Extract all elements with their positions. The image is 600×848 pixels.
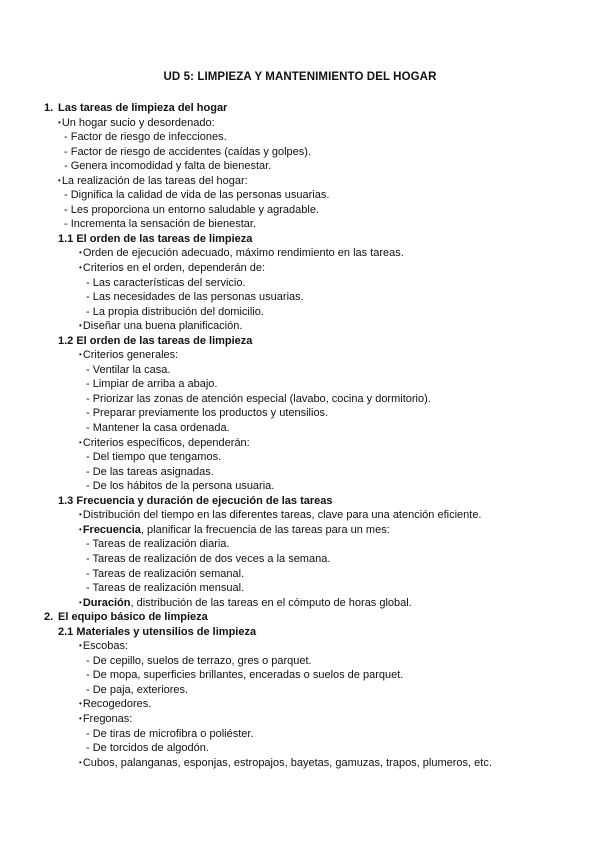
subsection-heading: 1.3 Frecuencia y duración de ejecución de las tareas [58, 494, 333, 507]
bullet-emphasis: Frecuencia [82, 523, 141, 536]
section-heading [0, 610, 600, 625]
document-title: UD 5: LIMPIEZA Y MANTENIMIENTO DEL HOGAR [163, 71, 437, 83]
section-number: 1. [44, 102, 54, 114]
dash-item: - De mopa, superficies brillantes, enceradas o suelos de parquet. [86, 669, 404, 682]
dash-item: - La propia distribución del domicilio. [86, 305, 264, 318]
bullet-icon: • [79, 699, 82, 709]
subsection-heading: 2.1 Materiales y utensilios de limpieza [58, 625, 257, 638]
subsection-heading: 1.1 El orden de las tareas de limpieza [58, 232, 253, 245]
bullet-text: Cubos, palanganas, esponjas, estropajos, bayetas, gamuzas, trapos, plumeros, etc. [82, 756, 492, 769]
bullet-item [0, 174, 600, 189]
section-title: Las tareas de limpieza del hogar [58, 102, 228, 114]
bullet-icon: • [58, 175, 61, 185]
dash-item: - Preparar previamente los productos y utensilios. [86, 407, 329, 420]
dash-item: - Priorizar las zonas de atención especial (lavabo, cocina y dormitorio). [86, 392, 431, 405]
bullet-icon: • [79, 757, 82, 767]
dash-item: - Factor de riesgo de accidentes (caídas y golpes). [64, 145, 312, 158]
bullet-icon: • [58, 117, 61, 127]
bullet-icon: • [79, 597, 82, 607]
dash-item: - De paja, exteriores. [86, 683, 189, 696]
bullet-item [0, 508, 600, 523]
dash-item: - Dignifica la calidad de vida de las personas usuarias. [64, 189, 330, 202]
bullet-text: La realización de las tareas del hogar: [61, 174, 248, 187]
bullet-text: , distribución de las tareas en el cómputo de horas global. [130, 596, 412, 609]
bullet-item [0, 596, 600, 611]
bullet-text: Criterios en el orden, dependerán de: [82, 262, 266, 275]
dash-item: - Ventilar la casa. [86, 363, 171, 376]
dash-item: - Genera incomodidad y falta de bienestar. [64, 160, 272, 173]
bullet-item [0, 116, 600, 131]
dash-item: - De tiras de microfibra o poliéster. [86, 727, 254, 740]
dash-item: - Las características del servicio. [86, 276, 246, 289]
dash-item: - De cepillo, suelos de terrazo, gres o parquet. [86, 654, 312, 667]
section-title: El equipo básico de limpieza [58, 611, 208, 624]
section-number: 2. [44, 611, 54, 624]
dash-item: - Les proporciona un entorno saludable y agradable. [64, 203, 320, 216]
bullet-text: Criterios generales: [82, 349, 179, 362]
bullet-item [0, 697, 600, 712]
bullet-icon: • [79, 263, 82, 273]
bullet-icon: • [79, 437, 82, 447]
bullet-text: Un hogar sucio y desordenado: [61, 116, 215, 129]
dash-item: - De los hábitos de la persona usuaria. [86, 480, 275, 493]
bullet-text: Orden de ejecución adecuado, máximo rendimiento en las tareas. [82, 247, 404, 260]
bullet-icon: • [79, 641, 82, 651]
subsection-heading: 1.2 El orden de las tareas de limpieza [58, 334, 253, 347]
bullet-item [0, 639, 600, 654]
bullet-icon: • [79, 713, 82, 723]
bullet-text: Diseñar una buena planificación. [82, 320, 243, 333]
bullet-item [0, 436, 600, 451]
bullet-text: Distribución del tiempo en las diferentes tareas, clave para una atención eficiente. [82, 509, 482, 522]
dash-item: - Incrementa la sensación de bienestar. [64, 218, 257, 231]
bullet-text: Escobas: [82, 640, 129, 653]
bullet-icon: • [79, 321, 82, 331]
bullet-text: Recogedores. [82, 698, 152, 711]
dash-item: - Tareas de realización de dos veces a la semana. [86, 552, 331, 565]
bullet-icon: • [79, 350, 82, 360]
bullet-item [0, 712, 600, 727]
dash-item: - Las necesidades de las personas usuarias. [86, 291, 304, 304]
bullet-icon: • [79, 524, 82, 534]
section-heading [0, 101, 600, 116]
bullet-item [0, 523, 600, 538]
bullet-icon: • [79, 248, 82, 258]
bullet-item [0, 319, 600, 334]
bullet-item [0, 261, 600, 276]
dash-item: - Tareas de realización semanal. [86, 567, 245, 580]
dash-item: - Factor de riesgo de infecciones. [64, 131, 227, 144]
bullet-icon: • [79, 510, 82, 520]
dash-item: - Tareas de realización diaria. [86, 538, 230, 551]
dash-item: - Limpiar de arriba a abajo. [86, 378, 218, 391]
document-body [0, 101, 600, 770]
dash-item: - Tareas de realización mensual. [86, 582, 245, 595]
dash-item: - De las tareas asignadas. [86, 465, 214, 478]
bullet-item [0, 348, 600, 363]
bullet-item [0, 756, 600, 771]
bullet-emphasis: Duración [82, 596, 131, 609]
bullet-text: , planificar la frecuencia de las tareas para un mes: [140, 523, 390, 536]
dash-item: - De torcidos de algodón. [86, 742, 209, 755]
dash-item: - Mantener la casa ordenada. [86, 422, 230, 435]
bullet-item [0, 246, 600, 261]
bullet-text: Fregonas: [82, 712, 133, 725]
dash-item: - Del tiempo que tengamos. [86, 451, 222, 464]
bullet-text: Criterios específicos, dependerán: [82, 436, 250, 449]
